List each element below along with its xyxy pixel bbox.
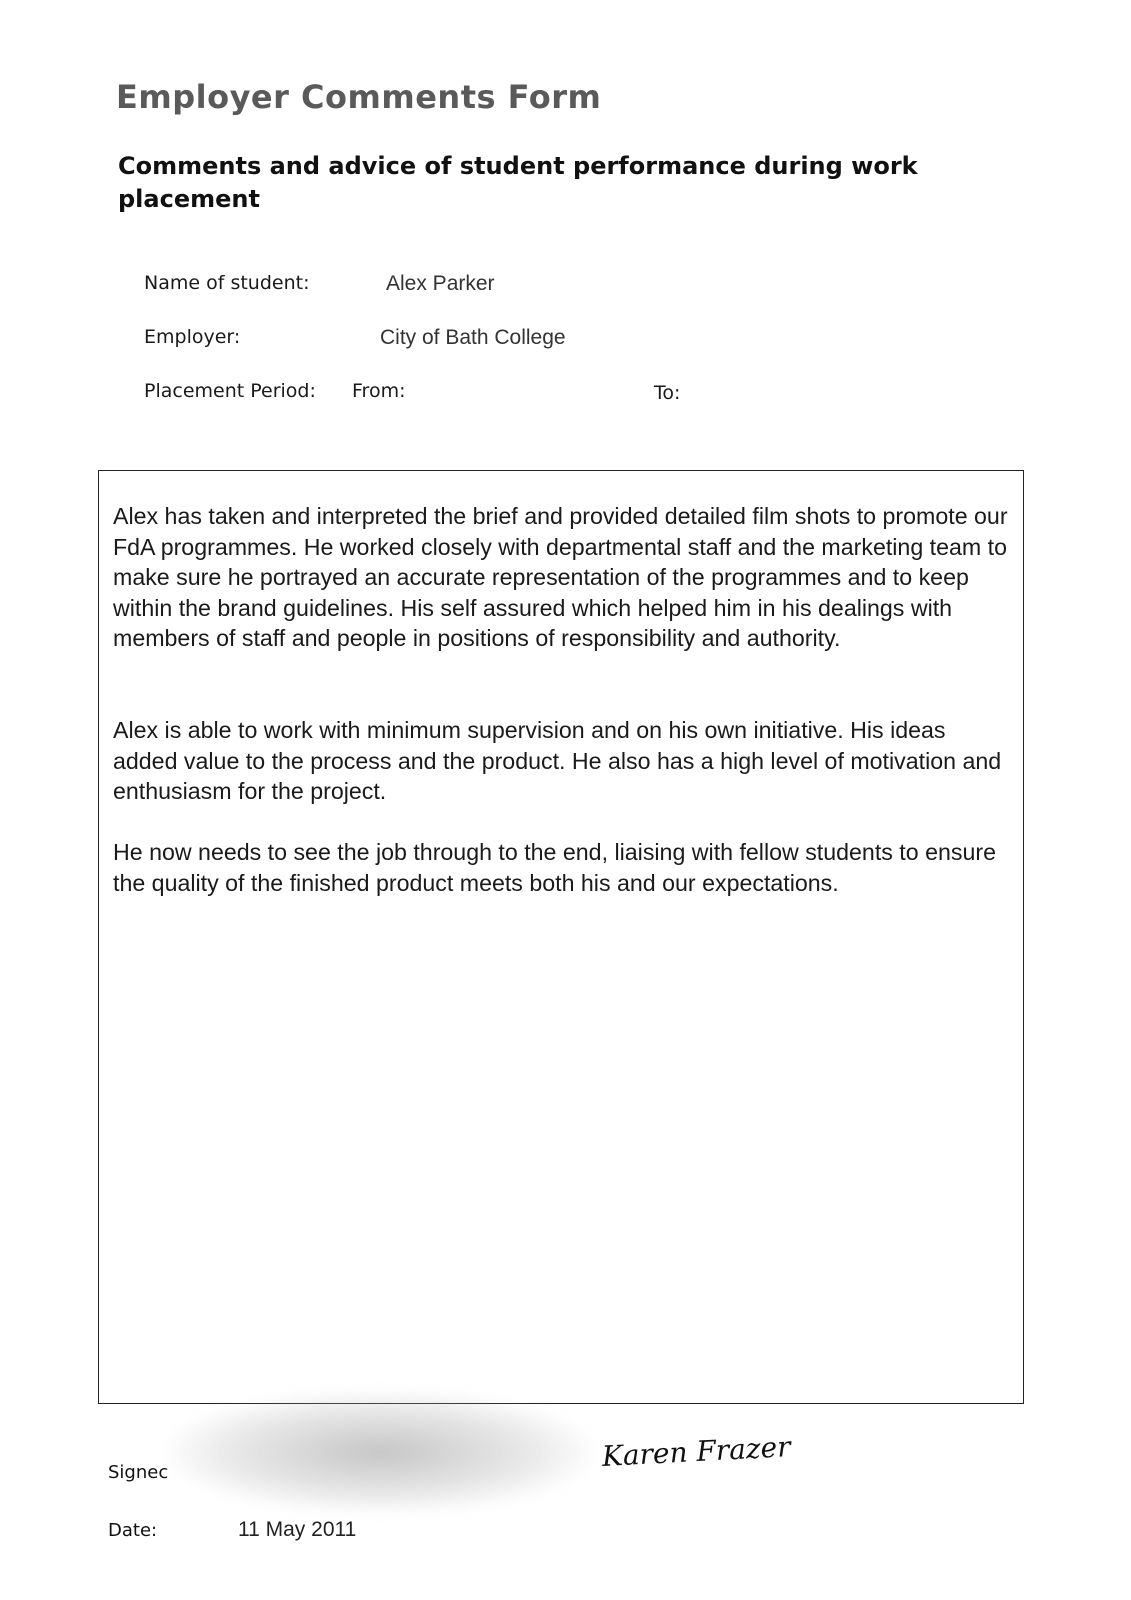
signature: Karen Frazer xyxy=(601,1430,792,1473)
redaction-blur xyxy=(170,1392,590,1512)
comment-paragraph-2: Alex is able to work with minimum supervision and on his own initiative. His ideas added value to the process and the product. He also has a high level of motivation and enthusiasm for the project. xyxy=(113,717,1002,804)
employer-value: City of Bath College xyxy=(380,326,566,349)
placement-to-label: To: xyxy=(654,382,681,404)
student-name-label: Name of student: xyxy=(144,272,310,294)
date-label: Date: xyxy=(108,1520,158,1541)
employer-label: Employer: xyxy=(144,326,241,348)
date-value: 11 May 2011 xyxy=(238,1518,357,1541)
student-name-value: Alex Parker xyxy=(386,272,495,295)
page-title: Employer Comments Form xyxy=(116,78,602,116)
comment-paragraph-3: He now needs to see the job through to the end, liaising with fellow students to ensure the quality of the finished product meets both his and our expectations. xyxy=(113,839,996,896)
signed-label: Signec xyxy=(108,1462,169,1483)
comments-box xyxy=(98,470,1024,1404)
comment-paragraph-1: Alex has taken and interpreted the brief and provided detailed film shots to promote our FdA programmes. He worked closely with departmental staff and the marketing team to make sure he portrayed an accurate representation of the programmes and to keep within the brand guidelines. His self assured which helped him in his dealings with members of staff and people in positions of responsibility and authority. xyxy=(113,503,1008,651)
placement-from-label: From: xyxy=(352,380,406,402)
placement-period-label: Placement Period: xyxy=(144,380,316,402)
form-subtitle: Comments and advice of student performance during work placement xyxy=(118,152,918,213)
